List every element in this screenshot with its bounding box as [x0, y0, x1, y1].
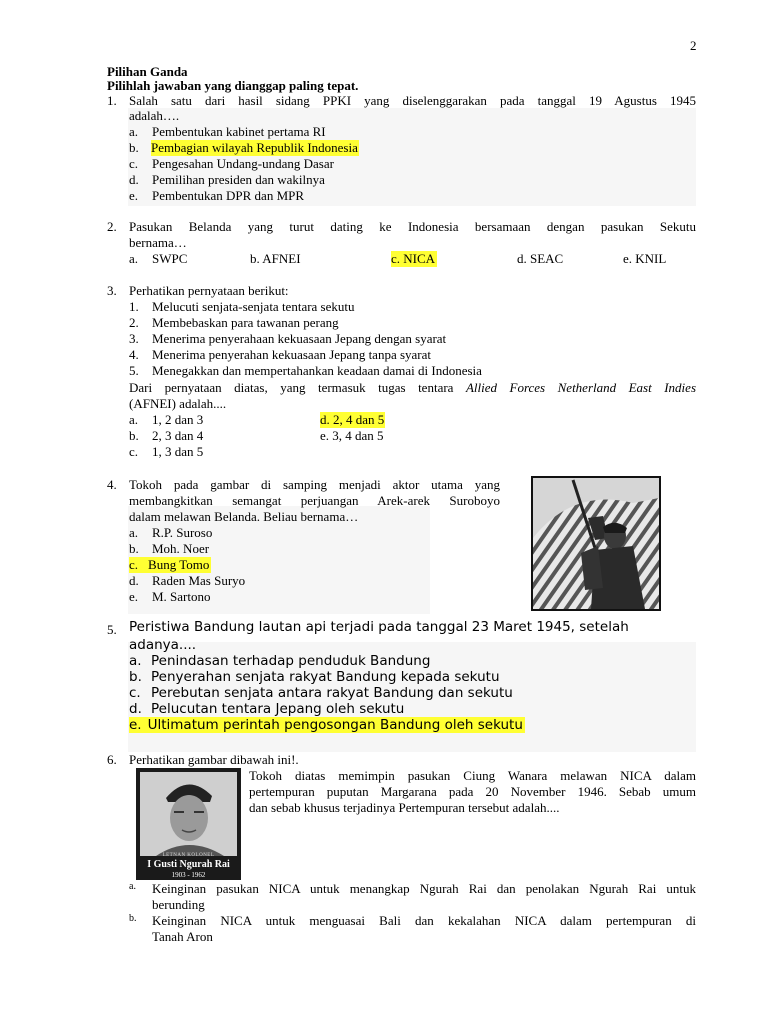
- q3-opt-c: 1, 3 dan 5: [152, 444, 204, 459]
- q4-opt-e-letter: e.: [129, 589, 139, 604]
- q5-text-cont: adanya....: [129, 637, 197, 653]
- q3-question-text: Dari pernyataan diatas, yang termasuk tugas tentara: [129, 380, 466, 395]
- q6-number: 6.: [107, 752, 117, 767]
- q1-opt-c-letter: c.: [129, 156, 139, 171]
- q5-opt-e-text: Ultimatum perintah pengosongan Bandung oleh sekutu: [147, 717, 523, 733]
- q2-opt-d: d. SEAC: [517, 251, 564, 266]
- q1-opt-d: Pemilihan presiden dan wakilnya: [152, 172, 325, 187]
- q4-text: Tokoh pada gambar di samping menjadi aktor utama yang: [129, 477, 500, 492]
- q1-opt-e: Pembentukan DPR dan MPR: [152, 188, 305, 203]
- q1-opt-a: Pembentukan kabinet pertama RI: [152, 124, 326, 139]
- q6-intro: Perhatikan gambar dibawah ini!.: [129, 752, 299, 767]
- q3-intro: Perhatikan pernyataan berikut:: [129, 283, 289, 298]
- q2-opt-a: SWPC: [152, 251, 188, 266]
- q3-stmt-4-num: 4.: [129, 347, 139, 362]
- q4-opt-c-text: Bung Tomo: [148, 557, 210, 572]
- q3-stmt-3-num: 3.: [129, 331, 139, 346]
- q4-opt-a: R.P. Suroso: [152, 525, 213, 540]
- q3-stmt-1: Melucuti senjata-senjata tentara sekutu: [152, 299, 355, 314]
- ngurah-rai-image: [136, 768, 241, 856]
- q2-opt-b: b. AFNEI: [250, 251, 301, 266]
- q3-stmt-1-num: 1.: [129, 299, 139, 314]
- q3-stmt-5: Menegakkan dan mempertahankan keadaan damai di Indonesia: [152, 363, 482, 378]
- q5-opt-c-letter: c.: [129, 685, 141, 701]
- q3-stmt-2: Membebaskan para tawanan perang: [152, 315, 339, 330]
- q5-number: 5.: [107, 622, 117, 637]
- q5-opt-e-letter: e.: [129, 717, 142, 733]
- q6-opt-b: Keinginan NICA untuk menguasai Bali dan kekalahan NICA dalam pertempuran di: [152, 913, 696, 928]
- q4-opt-d: Raden Mas Suryo: [152, 573, 246, 588]
- bung-tomo-image: [533, 478, 659, 609]
- q1-text-cont: adalah….: [129, 108, 180, 123]
- ngurah-rai-portrait: [136, 768, 241, 880]
- q3-question-cont: (AFNEI) adalah....: [129, 396, 227, 411]
- portrait-caption-name: I Gusti Ngurah Rai: [147, 859, 230, 870]
- q5-opt-b-letter: b.: [129, 669, 142, 685]
- q6-opt-a-cont: berunding: [152, 897, 205, 912]
- q5-opt-b: Penyerahan senjata rakyat Bandung kepada sekutu: [151, 669, 500, 685]
- q5-text: Peristiwa Bandung lautan api terjadi pada tanggal 23 Maret 1945, setelah: [129, 619, 629, 635]
- q4-opt-c-letter: c.: [129, 557, 139, 572]
- q1-opt-b-letter: b.: [129, 140, 139, 155]
- q6-opt-a: Keinginan pasukan NICA untuk menangkap Ngurah Rai dan penolakan Ngurah Rai untuk: [152, 881, 696, 896]
- instruction: Pilihlah jawaban yang dianggap paling tepat.: [107, 78, 359, 93]
- q6-text-cont-2: dan sebab khusus terjadinya Pertempuran tersebut adalah....: [249, 800, 560, 815]
- q4-opt-a-letter: a.: [129, 525, 139, 540]
- page-number: 2: [690, 38, 697, 53]
- q6-opt-b-letter: b.: [129, 913, 137, 924]
- q5-opt-e-answer: [129, 717, 525, 733]
- q3-opt-a-letter: a.: [129, 412, 139, 427]
- q1-opt-d-letter: d.: [129, 172, 139, 187]
- q1-opt-c: Pengesahan Undang-undang Dasar: [152, 156, 334, 171]
- q2-opt-e: e. KNIL: [623, 251, 667, 266]
- q3-opt-d-answer: d. 2, 4 dan 5: [320, 412, 385, 427]
- q5-opt-a-letter: a.: [129, 653, 142, 669]
- q6-text-cont: pertempuran puputan Margarana pada 20 November 1946. Sebab umum: [249, 784, 696, 799]
- bung-tomo-photo: [531, 476, 661, 611]
- q4-text-cont: membangkitkan semangat perjuangan Arek-arek Suroboyo: [129, 493, 500, 508]
- q5-opt-d: Pelucutan tentara Jepang oleh sekutu: [151, 701, 405, 717]
- q3-opt-e: e. 3, 4 dan 5: [320, 428, 384, 443]
- portrait-caption-years: 1903 - 1962: [171, 871, 206, 879]
- q1-opt-a-letter: a.: [129, 124, 139, 139]
- q3-stmt-5-num: 5.: [129, 363, 139, 378]
- q5-opt-c: Perebutan senjata antara rakyat Bandung dan sekutu: [151, 685, 513, 701]
- q3-stmt-4: Menerima penyerahan kekuasaan Jepang tanpa syarat: [152, 347, 432, 362]
- portrait-caption-rank: LETNAN KOLONEL: [162, 853, 215, 858]
- q2-text-cont: bernama…: [129, 235, 187, 250]
- q4-opt-b: Moh. Noer: [152, 541, 210, 556]
- q4-text-cont-2: dalam melawan Belanda. Beliau bernama…: [129, 509, 359, 524]
- q6-opt-b-cont: Tanah Aron: [152, 929, 213, 944]
- q3-question-italic: Allied Forces Netherland East Indies: [465, 380, 697, 395]
- q2-number: 2.: [107, 219, 117, 234]
- q4-opt-b-letter: b.: [129, 541, 139, 556]
- q1-number: 1.: [107, 93, 117, 108]
- section-title: Pilihan Ganda: [107, 64, 188, 79]
- q3-opt-c-letter: c.: [129, 444, 139, 459]
- q6-opt-a-letter: a.: [129, 881, 136, 892]
- q3-stmt-2-num: 2.: [129, 315, 139, 330]
- q1-opt-e-letter: e.: [129, 188, 139, 203]
- q1-text: Salah satu dari hasil sidang PPKI yang diselenggarakan pada tanggal 19 Agustus 1945: [129, 93, 696, 108]
- q6-text: Tokoh diatas memimpin pasukan Ciung Wanara melawan NICA dalam: [249, 768, 696, 783]
- q3-opt-b-letter: b.: [129, 428, 139, 443]
- q3-opt-b: 2, 3 dan 4: [152, 428, 204, 443]
- q3-stmt-3: Menerima penyerahaan kekuasaan Jepang dengan syarat: [152, 331, 447, 346]
- q5-opt-d-letter: d.: [129, 701, 142, 717]
- q4-number: 4.: [107, 477, 117, 492]
- q1-opt-b-answer: Pembagian wilayah Republik Indonesia: [151, 140, 358, 155]
- q2-opt-c-answer: c. NICA: [391, 251, 436, 266]
- q3-question: [129, 380, 696, 396]
- q2-text: Pasukan Belanda yang turut dating ke Indonesia bersamaan dengan pasukan Sekutu: [129, 219, 696, 234]
- q4-opt-e: M. Sartono: [152, 589, 211, 604]
- q2-opt-a-letter: a.: [129, 251, 139, 266]
- q3-opt-a: 1, 2 dan 3: [152, 412, 204, 427]
- q4-opt-d-letter: d.: [129, 573, 139, 588]
- q4-opt-c-answer: [129, 557, 211, 573]
- q5-opt-a: Penindasan terhadap penduduk Bandung: [151, 653, 431, 669]
- q3-number: 3.: [107, 283, 117, 298]
